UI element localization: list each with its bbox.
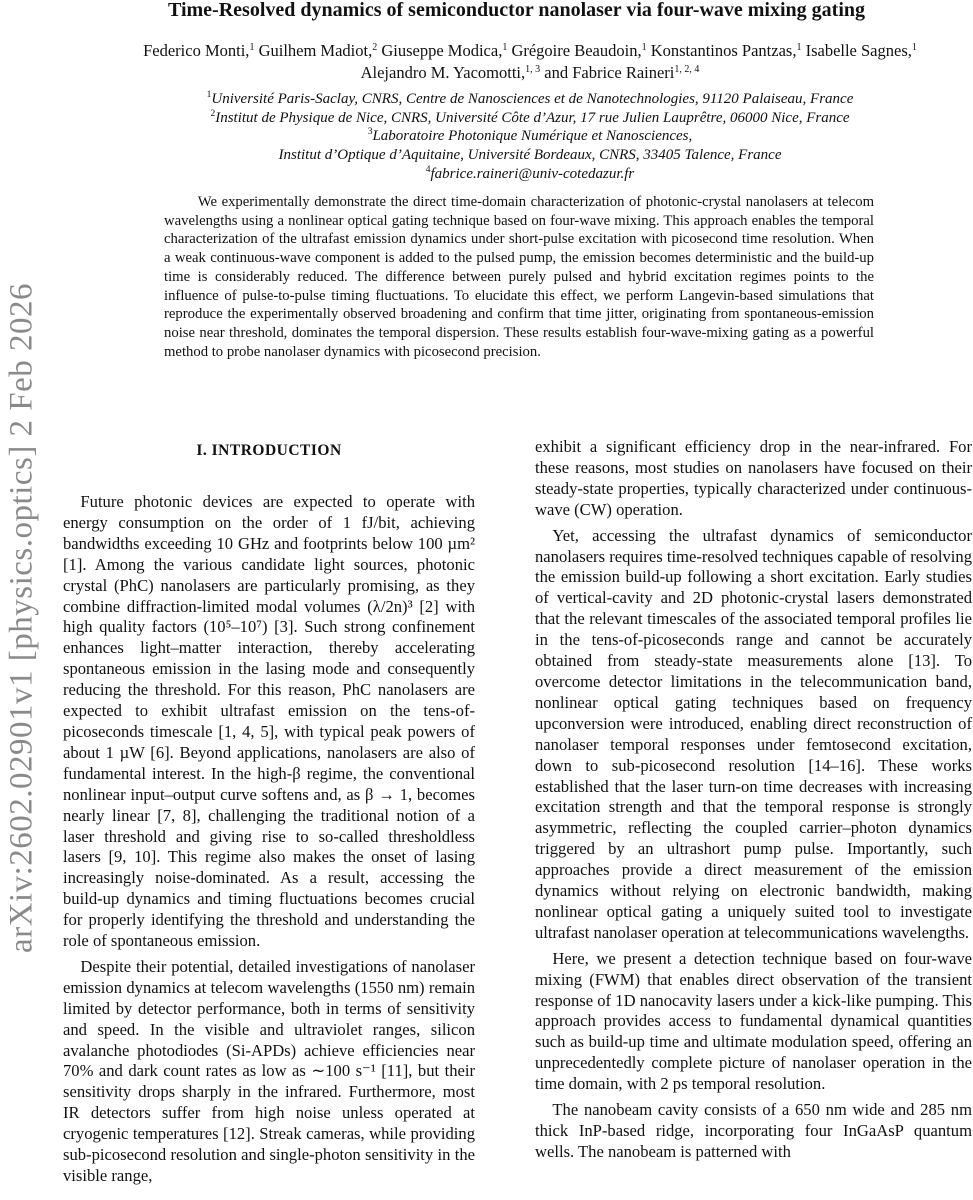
- paragraph: Yet, accessing the ultrafast dynamics of semiconductor nanolasers requires time-resolved techniques capable of resolving the emission build-up following a short excitation. Early studies of vertical-cavity and 2D photonic-crystal lasers demonstrated that the relevant timescales of the associated temporal profiles lie in the tens-of-picoseconds range and cannot be accurately obtained from steady-state measurements alone [13]. To overcome detector limitations in the telecommunication band, nonlinear optical gating techniques based on frequency upconversion were introduced, enabling direct reconstruction of nanolaser temporal responses under femtosecond excitation, down to sub-picosecond resolution [14–16]. These works established that the laser turn-on time decreases with increasing excitation strength and that the temporal response is strongly asymmetric, reflecting the coupled carrier–photon dynamics triggered by an ultrashort pump pulse. Importantly, such approaches provide a direct measurement of the emission dynamics without relying on electronic bandwidth, making nonlinear optical gating a uniquely suited tool to investigate ultrafast nanolaser operation at telecommunications wavelengths.: [535, 525, 972, 942]
- paragraph: exhibit a significant efficiency drop in the near-infrared. For these reasons, most studies on nanolasers have focused on their steady-state properties, typically characterized under continuous-wave (CW) operation.: [535, 437, 972, 519]
- author: Federico Monti,$^1$: [143, 41, 255, 60]
- right-column: [535, 437, 972, 1163]
- author: Giuseppe Modica,$^1$: [381, 41, 508, 60]
- corresponding-email: $^4$fabrice.raineri@univ-cotedazur.fr: [425, 164, 635, 182]
- paragraph: Future photonic devices are expected to operate with energy consumption on the order of 1 fJ/bit, achieving bandwidths exceeding 10 GHz and footprints below 100 µm² [1]. Among the various candidate light sources, photonic crystal (PhC) nanolasers are particularly promising, as they combine diffraction-limited modal volumes (λ/2n)³ [2] with high quality factors (10⁵–10⁷) [3]. Such strong confinement enhances light–matter interaction, thereby accelerating spontaneous emission in the lasing mode and consequently reducing the threshold. For this reason, PhC nanolasers are expected to exhibit ultrafast emission on the tens-of-picoseconds timescale [1, 4, 5], with typical peak powers of about 1 µW [6]. Beyond applications, nanolasers are also of fundamental interest. In the high-β regime, the conventional nonlinear input–output curve softens and, as β → 1, becomes nearly linear [7, 8], challenging the traditional notion of a laser threshold and giving rise to so-called thresholdless lasers [9, 10]. This regime also makes the onset of lasing increasingly noise-dominated. As a result, accessing the build-up dynamics and timing fluctuations becomes crucial for properly identifying the threshold and understanding the role of spontaneous emission.: [63, 492, 475, 951]
- arxiv-identifier-sidebar: [0, 250, 44, 985]
- left-column: [63, 435, 475, 1187]
- affiliation: $^1$Université Paris-Saclay, CNRS, Centre de Nanosciences et de Nanotechnologies, 91120 Palaiseau, France: [206, 90, 854, 107]
- section-heading-introduction: I. INTRODUCTION: [196, 442, 342, 459]
- paragraph: Despite their potential, detailed investigations of nanolaser emission dynamics at telecom wavelengths (1550 nm) remain limited by detector performance, both in terms of sensitivity and speed. In the visible and ultraviolet ranges, silicon avalanche photodiodes (Si-APDs) achieve efficiencies near 70% and dark count rates as low as ∼100 s⁻¹ [11], but their sensitivity drops sharply in the infrared. Furthermore, most IR detectors suffer from high noise unless operated at cryogenic temperatures [12]. Streak cameras, while providing sub-picosecond resolution and single-photon sensitivity in the visible range,: [63, 956, 475, 1185]
- author: Isabelle Sagnes,$^1$: [805, 41, 917, 60]
- author: Konstantinos Pantzas,$^1$: [650, 41, 802, 60]
- author-list: [130, 40, 930, 84]
- affiliation-list: [110, 90, 950, 184]
- author: Guilhem Madiot,$^2$: [258, 41, 378, 60]
- affiliation: $^3$Laboratoire Photonique Numérique et Nanosciences,: [367, 127, 693, 145]
- author: Grégoire Beaudoin,$^1$: [511, 41, 647, 60]
- affiliation: $^2$Institut de Physique de Nice, CNRS, Université Côte d’Azur, 17 rue Julien Lauprêtre, 06000 Nice, France: [210, 108, 850, 126]
- paragraph: Here, we present a detection technique based on four-wave mixing (FWM) that enables direct observation of the transient response of 1D nanocavity lasers under a kick-like pumping. This approach provides access to fundamental dynamical quantities such as build-up time and ultimate modulation speed, offering an unprecedentedly complete picture of nanolaser operation in the time domain, with 2 ps temporal resolution.: [535, 948, 972, 1094]
- author: and Fabrice Raineri$^{1, 2, 4}$: [544, 63, 700, 82]
- affiliation: Institut d’Optique d’Aquitaine, Université Bordeaux, CNRS, 33405 Talence, France: [278, 147, 782, 164]
- arxiv-id-text: arXiv:2602.02901v1 [physics.optics] 2 Feb 2026: [3, 282, 40, 953]
- paper-title: Time-Resolved dynamics of semiconductor nanolaser via four-wave mixing gating: [167, 0, 866, 21]
- author: Alejandro M. Yacomotti,$^{1, 3}$: [360, 63, 541, 82]
- paragraph: The nanobeam cavity consists of a 650 nm wide and 285 nm thick InP-based ridge, incorporating four InGaAsP quantum wells. The nanobeam is patterned with: [535, 1100, 972, 1161]
- abstract: We experimentally demonstrate the direct time-domain characterization of photonic-crystal nanolasers at telecom wavelengths using a nonlinear optical gating technique based on four-wave mixing. This approach enables the temporal characterization of the ultrafast emission dynamics under short-pulse excitation with picosecond time resolution. When a weak continuous-wave component is added to the pulsed pump, the emission becomes deterministic and the build-up time is considerably reduced. The difference between purely pulsed and hybrid excitation regimes points to the influence of pulse-to-pulse timing fluctuations. To elucidate this effect, we perform Langevin-based simulations that reproduce the experimentally observed broadening and confirm that time jitter, originating from spontaneous-emission noise near threshold, dominates the temporal dispersion. These results establish four-wave-mixing gating as a powerful method to probe nanolaser dynamics with picosecond precision.: [164, 194, 874, 360]
